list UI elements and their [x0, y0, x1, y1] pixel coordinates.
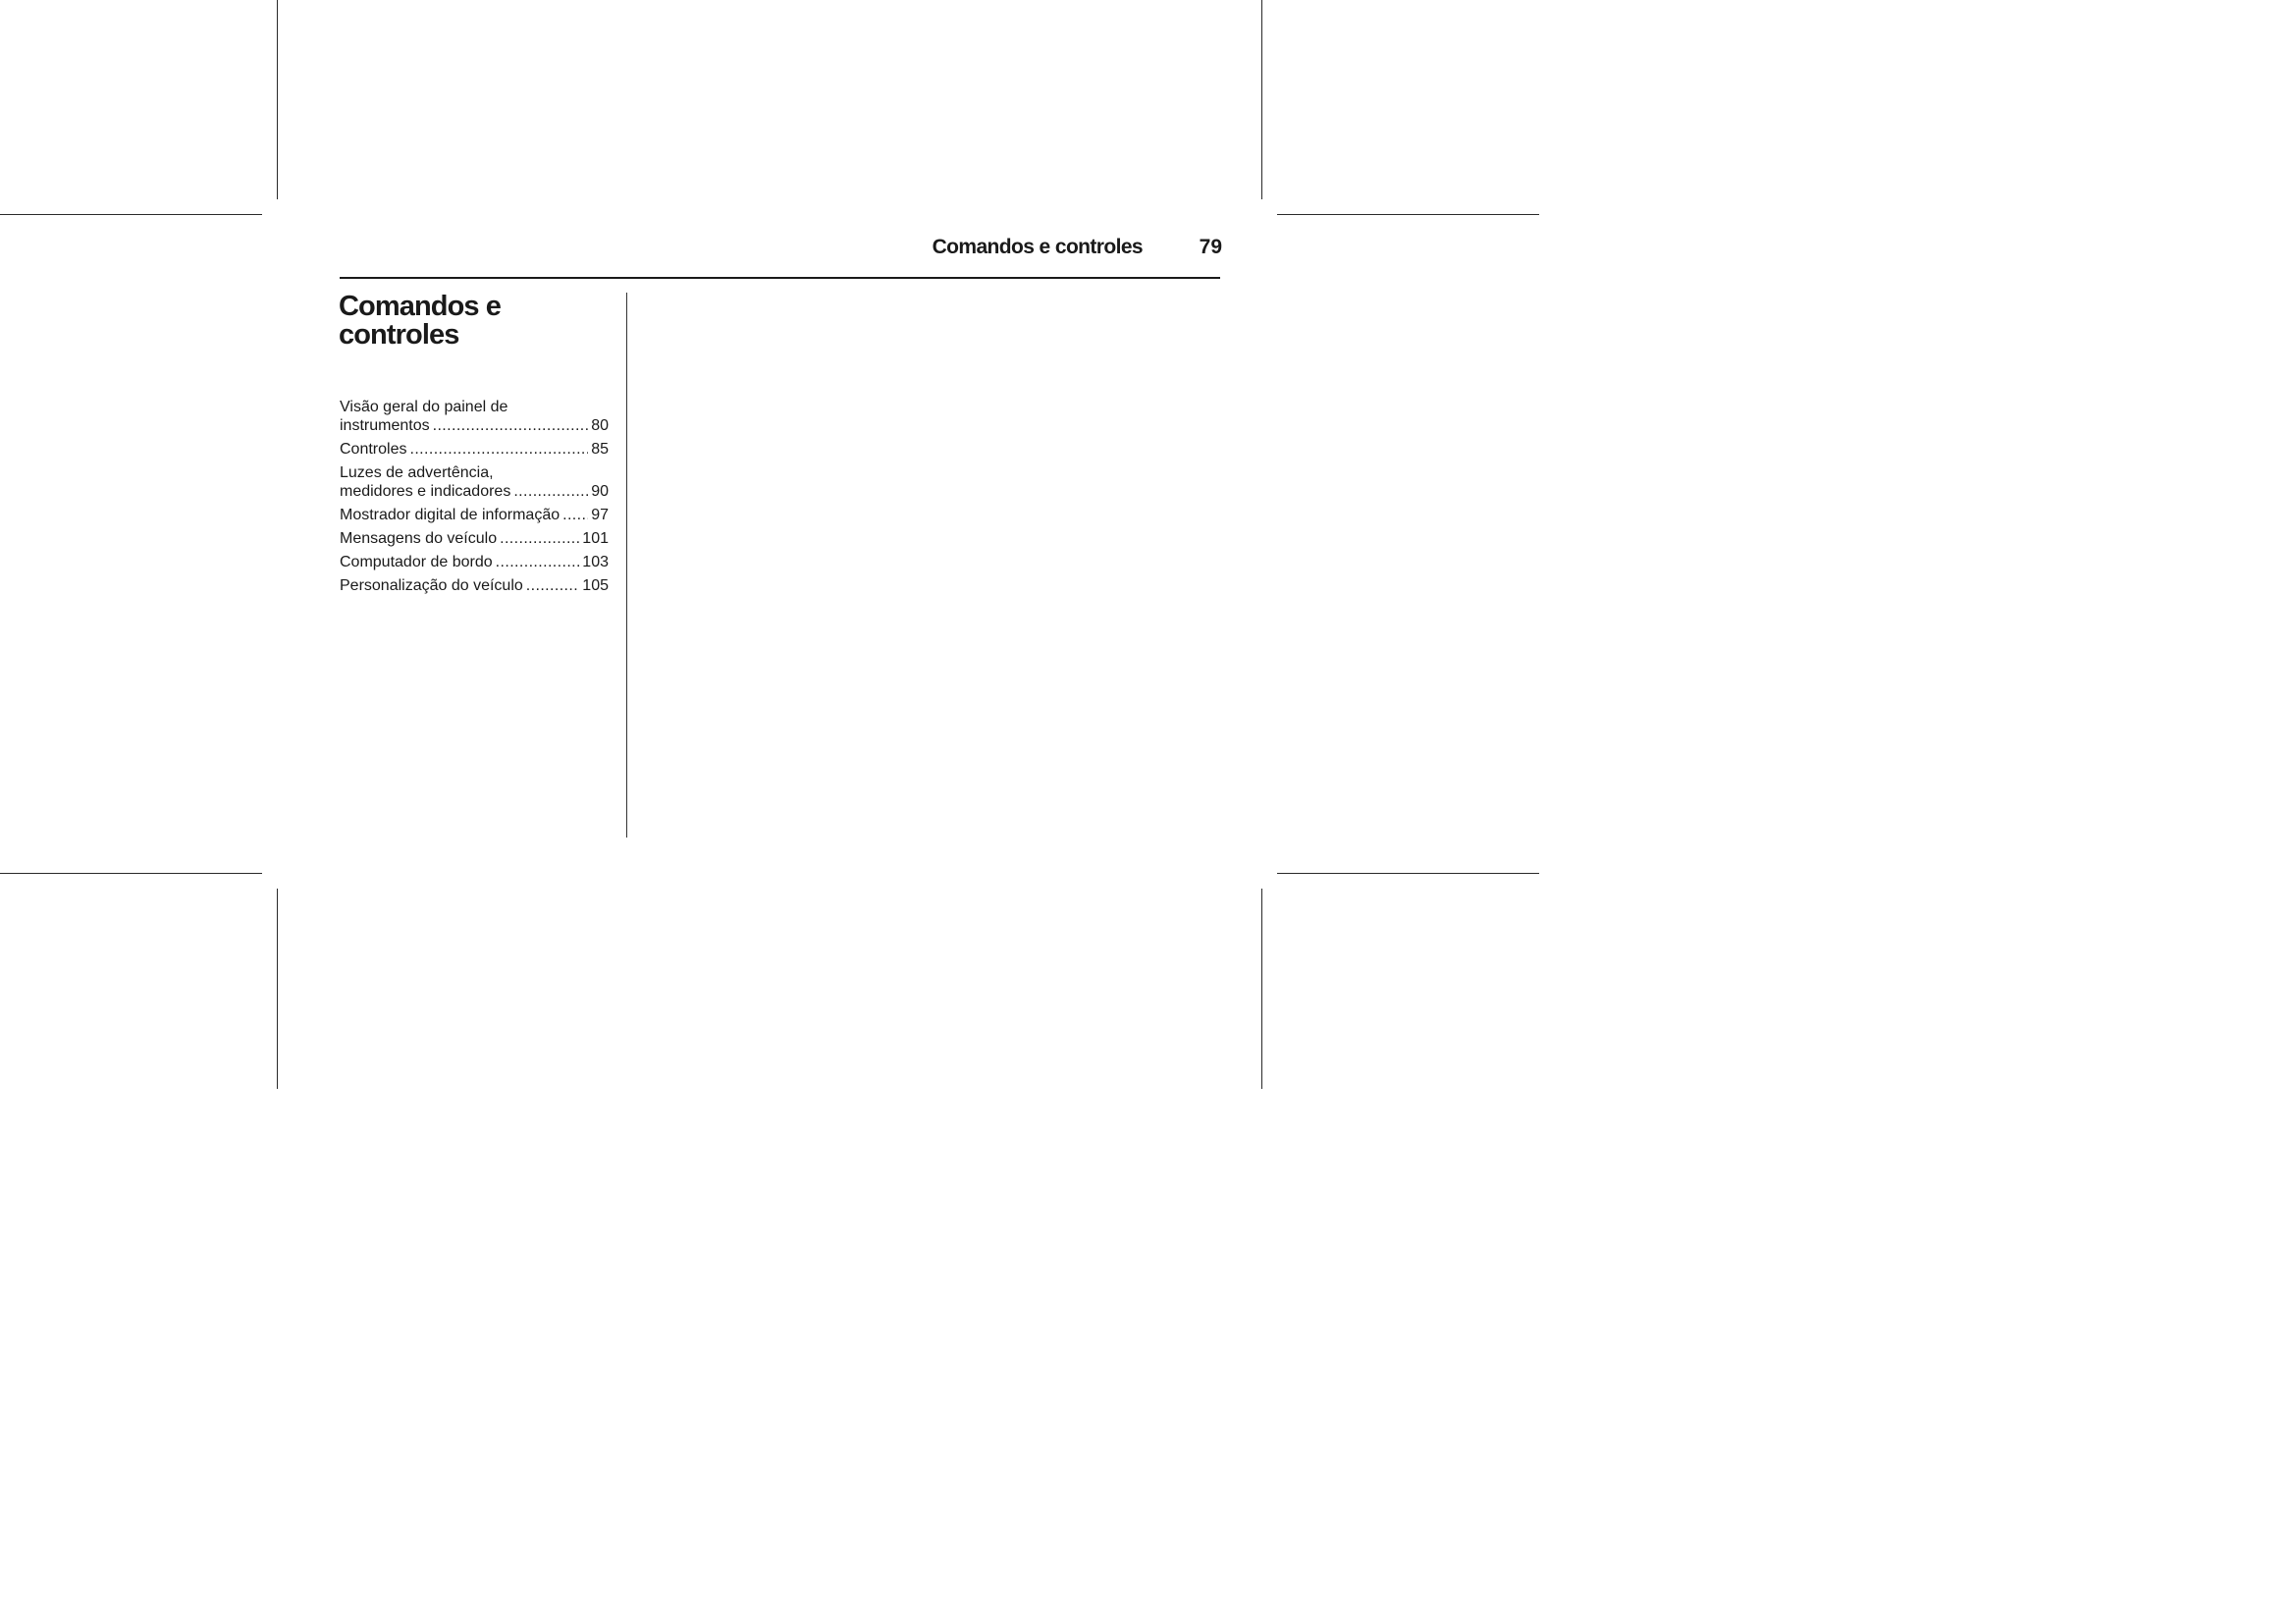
toc-page-number: 90 — [591, 483, 609, 500]
page-number: 79 — [1199, 236, 1222, 258]
crop-mark — [1277, 873, 1539, 874]
toc-page-number: 80 — [591, 417, 609, 434]
toc-leader-dots — [500, 529, 579, 548]
chapter-toc — [340, 398, 609, 600]
toc-leader-dots — [526, 576, 580, 595]
crop-mark — [1261, 889, 1262, 1089]
toc-entry[interactable] — [340, 440, 609, 459]
crop-mark — [277, 0, 278, 199]
toc-leader-dots — [496, 553, 580, 571]
chapter-title-line: controles — [339, 319, 459, 351]
toc-entry[interactable] — [340, 398, 609, 435]
toc-entry[interactable] — [340, 553, 609, 571]
toc-leader-dots — [513, 482, 588, 501]
toc-entry[interactable] — [340, 529, 609, 548]
toc-leader-dots — [433, 416, 589, 435]
running-header-title: Comandos e controles — [932, 236, 1143, 258]
toc-entry[interactable] — [340, 576, 609, 595]
toc-entry-text: instrumentos — [340, 417, 430, 434]
crop-mark — [0, 873, 262, 874]
crop-mark — [0, 214, 262, 215]
toc-entry[interactable] — [340, 463, 609, 501]
toc-entry-text: medidores e indicadores — [340, 483, 511, 500]
crop-mark — [277, 889, 278, 1089]
toc-entry-text: Mensagens do veículo — [340, 530, 498, 547]
toc-page-number: 101 — [582, 530, 609, 547]
toc-page-number: 103 — [582, 554, 609, 570]
toc-page-number: 85 — [591, 441, 609, 458]
header-rule — [340, 277, 1220, 279]
chapter-title — [339, 293, 614, 350]
toc-leader-dots — [562, 506, 588, 524]
toc-page-number: 105 — [582, 577, 609, 594]
chapter-title-line: Comandos e — [339, 291, 502, 322]
toc-entry-text: Visão geral do painel de — [340, 399, 508, 415]
crop-mark — [1261, 0, 1262, 199]
column-divider — [626, 293, 627, 838]
toc-leader-dots — [409, 440, 588, 459]
toc-page-number: 97 — [591, 507, 609, 523]
toc-entry[interactable] — [340, 506, 609, 524]
toc-entry-text: Personalização do veículo — [340, 577, 523, 594]
toc-entry-text: Computador de bordo — [340, 554, 493, 570]
toc-entry-text: Luzes de advertência, — [340, 464, 494, 481]
crop-mark — [1277, 214, 1539, 215]
toc-entry-text: Controles — [340, 441, 407, 458]
toc-entry-text: Mostrador digital de informação — [340, 507, 561, 523]
